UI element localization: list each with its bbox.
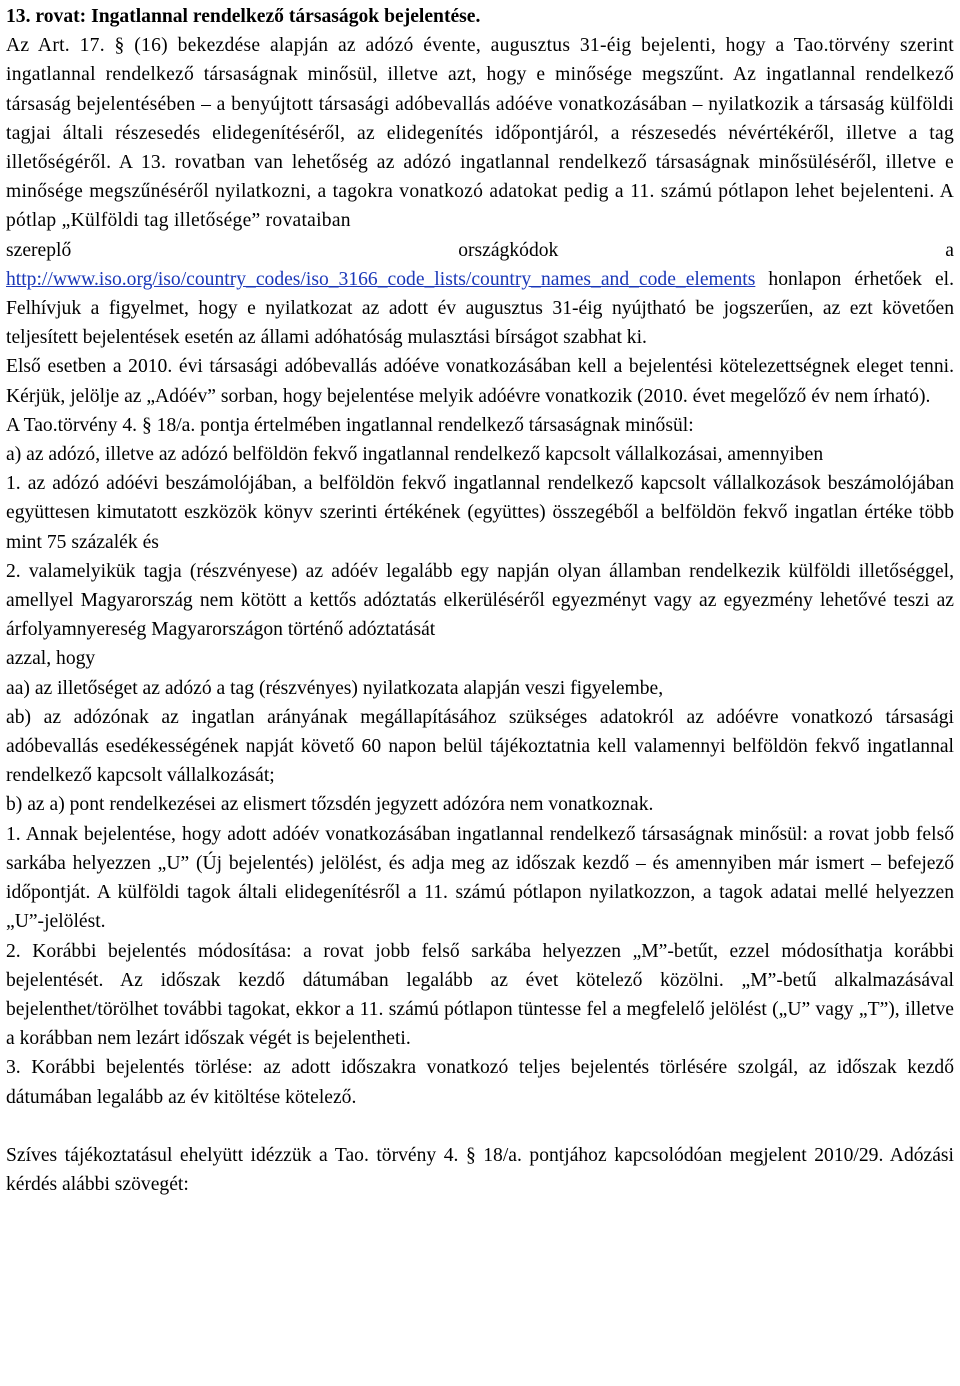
item-ab: ab) az adózónak az ingatlan arányának megállapításához szükséges adatokról az adóévre vonatkozó társasági adóbevallás esedékességének napját követő 60 napon belül tájékoztatnia kell valamennyi belföldön fekvő ingatlannal rendelkező kapcsolt vállalkozását;: [6, 706, 954, 787]
link-paragraph-tail: honlapon érhetőek el. Felhívjuk a figyelmet, hogy e nyilatkozat az adott év augusztus 31-éig nyújtható be jogszerűen, az ezt követően teljesített bejelentések esetén az állami adóhatóság mulasztási bírságot szabhat ki.: [6, 268, 954, 349]
item-a: a) az adózó, illetve az adózó belföldön fekvő ingatlannal rendelkező kapcsolt vállalkozásai, amennyiben: [6, 444, 824, 466]
intro-paragraph: [6, 31, 954, 235]
item-a1: 1. az adózó adóévi beszámolójában, a belföldön fekvő ingatlannal rendelkező kapcsolt vállalkozások beszámolójában együttesen kimutatott eszközök könyv szerinti értékének (együttes) összegéből a belföldön fekvő ingatlan értéke több mint 75 százalék és: [6, 473, 954, 553]
first-case-paragraph: Első esetben a 2010. évi társasági adóbevallás adóéve vonatkozásában kell a bejelentési kötelezettségnek eleget tenni. Kérjük, jelölje az „Adóév” sorban, hogy bejelentése melyik adóévre vonatkozik (2010. évet megelőző év nem írható).: [6, 356, 954, 407]
section-title: 13. rovat: Ingatlannal rendelkező társaságok bejelentése.: [6, 6, 481, 27]
link-paragraph: [6, 265, 954, 353]
step-2-modify-report: 2. Korábbi bejelentés módosítása: a rovat jobb felső sarkába helyezzen „M”-betűt, ezzel módosíthatja korábbi bejelentését. Az időszak kezdő dátumában legalább az évet kötelező közölni. „M”-betű alkalmazásával bejelenthet/törölhet további tagokat, ekkor a 11. számú pótlapon tüntesse fel a megfelelő jelölést („U” vagy „T”), illetve a korábban nem lezárt időszak végét is bejelentheti.: [6, 940, 954, 1050]
step-3-delete-report: 3. Korábbi bejelentés törlése: az adott időszakra vonatkozó teljes bejelentés törlésére szolgál, az időszak kezdő dátumában legalább az év kitöltése kötelező.: [6, 1057, 954, 1108]
country-codes-line: [6, 236, 954, 265]
iso-country-codes-link[interactable]: http://www.iso.org/iso/country_codes/iso_3166_code_lists/country_names_and_code_elements: [6, 268, 756, 290]
azzal-hogy: azzal, hogy: [6, 648, 96, 670]
codes-word-1: szereplő: [6, 239, 72, 261]
codes-word-2: országkódok: [458, 239, 559, 261]
item-b: b) az a) pont rendelkezései az elismert tőzsdén jegyzett adózóra nem vonatkoznak.: [6, 794, 654, 816]
intro-text: Az Art. 17. § (16) bekezdése alapján az adózó évente, augusztus 31-éig bejelenti, hogy a Tao.törvény szerint ingatlannal rendelkező társaságnak minősül, illetve azt, hogy e minősége megszűnt. Az ingatlannal rendelkező társaság bejelentésében – a benyújtott társasági adóbevallás adóéve vonatkozásában – nyilatkozik a társaság külföldi tagjai általi részesedés elidegenítéséről, az elidegenítés időpontjáról, a részesedés névértékéről, illetve a tag illetőségéről. A 13. rovatban van lehetőség az adózó ingatlannal rendelkező társaságnak minősüléséről, illetve e minősége megszűnéséről nyilatkozni, a tagokra vonatkozó adatokat pedig a 11. számú pótlapon lehet bejelenteni. A pótlap „Külföldi tag illetősége” rovataiban: [6, 35, 954, 232]
step-1-new-report: 1. Annak bejelentése, hogy adott adóév vonatkozásában ingatlannal rendelkező társaságnak minősül: a rovat jobb felső sarkába helyezzen „U” (Új bejelentés) jelölést, és adja meg az időszak kezdő – és amennyiben már ismert – befejező időpontját. A külföldi tagok általi elidegenítésről a 11. számú pótlapon nyilatkozzon, a tagok adatai mellé helyezzen „U”-jelölést.: [6, 823, 954, 933]
closing-paragraph: Szíves tájékoztatásul ehelyütt idézzük a Tao. törvény 4. § 18/a. pontjához kapcsolódóan megjelent 2010/29. Adózási kérdés alábbi szövegét:: [6, 1144, 954, 1195]
definition-intro: A Tao.törvény 4. § 18/a. pontja értelmében ingatlannal rendelkező társaságnak minősül:: [6, 414, 694, 436]
item-aa: aa) az illetőséget az adózó a tag (részvényes) nyilatkozata alapján veszi figyelembe,: [6, 677, 664, 699]
item-a2: 2. valamelyikük tagja (részvényese) az adóév legalább egy napján olyan államban rendelkezik külföldi illetőséggel, amellyel Magyarország nem kötött a kettős adóztatás elkerüléséről egyezményt vagy az egyezmény lehetővé teszi az árfolyamnyereség Magyarországon történő adóztatását: [6, 560, 954, 641]
codes-word-3: a: [945, 239, 954, 261]
